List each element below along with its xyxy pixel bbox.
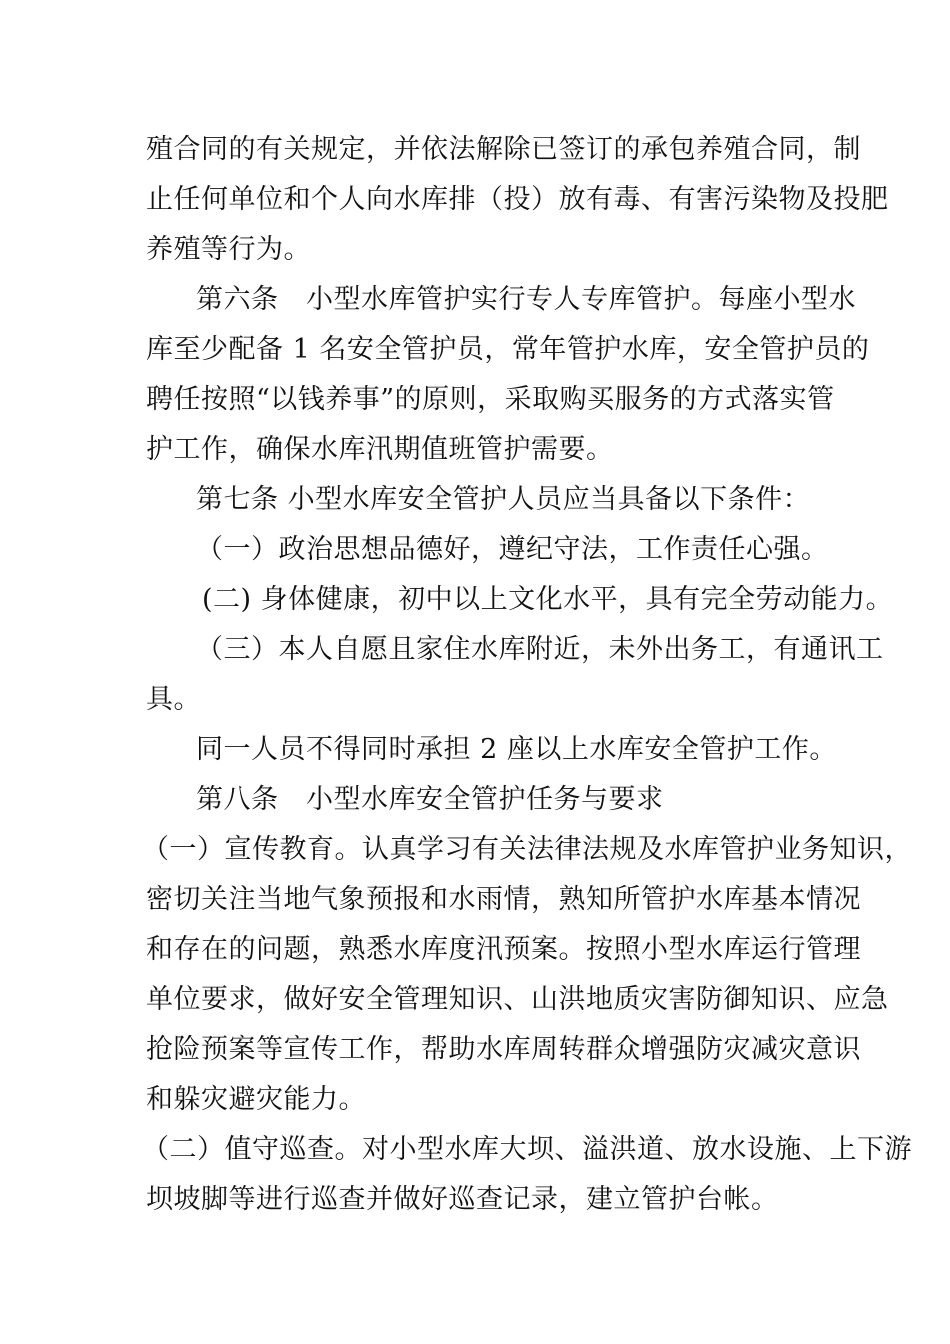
text-line: 库至少配备 1 名安全管护员，常年管护水库，安全管护员的 — [146, 334, 870, 365]
text-line: 护工作，确保水库汛期值班管护需要。 — [146, 434, 614, 465]
text-line: 抢险预案等宣传工作，帮助水库周转群众增强防灾减灾意识 — [146, 1034, 861, 1065]
text-line: 止任何单位和个人向水库排（投）放有毒、有害污染物及投肥 — [146, 184, 889, 215]
text-line: 坝坡脚等进行巡查并做好巡查记录，建立管护台帐。 — [146, 1184, 779, 1215]
text-line: 和躲灾避灾能力。 — [146, 1084, 366, 1115]
text-line: 和存在的问题，熟悉水库度汛预案。按照小型水库运行管理 — [146, 934, 861, 965]
article-6-heading-line: 第六条 小型水库管护实行专人专库管护。每座小型水 — [196, 284, 856, 315]
article-8-heading-line: 第八条 小型水库安全管护任务与要求 — [196, 784, 664, 815]
text-line: 单位要求，做好安全管理知识、山洪地质灾害防御知识、应急 — [146, 984, 889, 1015]
text-line: 养殖等行为。 — [146, 234, 311, 265]
list-item-line: （三）本人自愿且家住水库附近，未外出务工，有通讯工 — [196, 634, 884, 665]
text-line: 殖合同的有关规定，并依法解除已签订的承包养殖合同，制 — [146, 134, 861, 165]
text-line: 聘任按照“以钱养事”的原则，采取购买服务的方式落实管 — [146, 384, 835, 415]
text-line: 具。 — [146, 684, 201, 715]
list-item-line: (二) 身体健康，初中以上文化水平，具有完全劳动能力。 — [202, 584, 894, 615]
text-line: 密切关注当地气象预报和水雨情，熟知所管护水库基本情况 — [146, 884, 861, 915]
list-item-line: （一）政治思想品德好，遵纪守法，工作责任心强。 — [196, 534, 829, 565]
list-item-line: （二）值守巡查。对小型水库大坝、溢洪道、放水设施、上下游 — [142, 1134, 912, 1165]
list-item-line: （一）宣传教育。认真学习有关法律法规及水库管护业务知识， — [142, 834, 912, 865]
text-line: 同一人员不得同时承担 2 座以上水库安全管护工作。 — [196, 734, 837, 765]
article-7-heading-line: 第七条 小型水库安全管护人员应当具备以下条件： — [196, 484, 811, 515]
